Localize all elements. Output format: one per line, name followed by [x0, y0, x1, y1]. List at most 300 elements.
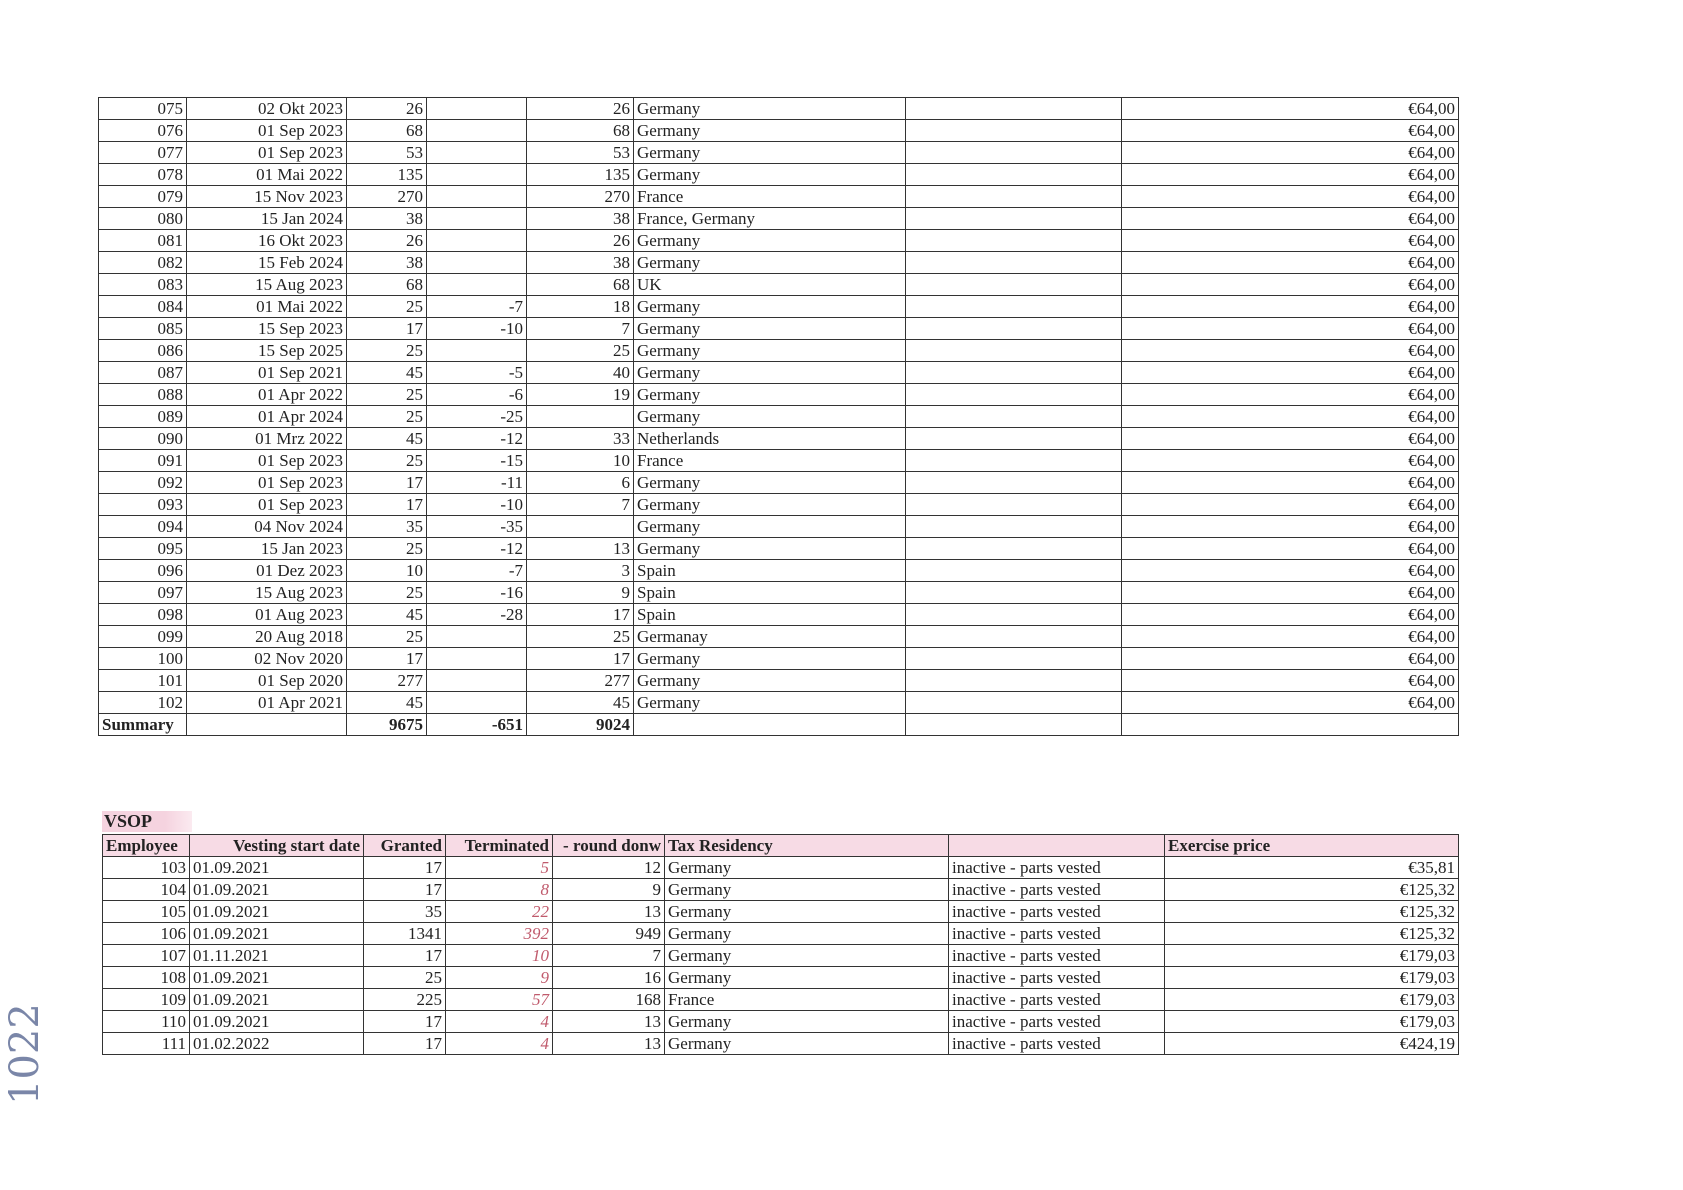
summary-terminated: -651	[427, 714, 527, 736]
empty-cell	[1122, 714, 1459, 736]
tax-residency: Germany	[665, 1033, 949, 1055]
granted-count: 38	[347, 208, 427, 230]
terminated-count: -11	[427, 472, 527, 494]
terminated-count	[427, 252, 527, 274]
grant-date: 02 Okt 2023	[187, 98, 347, 120]
net-count: 16	[553, 967, 665, 989]
exercise-price: €179,03	[1165, 1011, 1459, 1033]
tax-residency: Germany	[634, 340, 906, 362]
table-row	[99, 692, 1459, 714]
terminated-count	[427, 120, 527, 142]
status	[906, 538, 1122, 560]
status	[906, 384, 1122, 406]
status: inactive - parts vested	[949, 879, 1165, 901]
terminated-count: 22	[446, 901, 553, 923]
terminated-count: 57	[446, 989, 553, 1011]
grant-date: 02 Nov 2020	[187, 648, 347, 670]
granted-count: 270	[347, 186, 427, 208]
terminated-count: 4	[446, 1033, 553, 1055]
exercise-price: €64,00	[1122, 208, 1459, 230]
status	[906, 340, 1122, 362]
employee-id: 078	[99, 164, 187, 186]
summary-label: Summary	[99, 714, 187, 736]
table-row	[99, 318, 1459, 340]
net-count: 33	[527, 428, 634, 450]
exercise-price: €64,00	[1122, 230, 1459, 252]
tax-residency: Germany	[634, 472, 906, 494]
granted-count: 25	[347, 626, 427, 648]
grant-date: 01 Sep 2020	[187, 670, 347, 692]
table-row	[103, 967, 1459, 989]
terminated-count	[427, 340, 527, 362]
terminated-count	[427, 626, 527, 648]
vesting-start-date: 01.09.2021	[190, 967, 364, 989]
terminated-count: 392	[446, 923, 553, 945]
terminated-count	[427, 98, 527, 120]
tax-residency: Germany	[665, 923, 949, 945]
status: inactive - parts vested	[949, 857, 1165, 879]
employee-id: 108	[103, 967, 190, 989]
table-row	[99, 296, 1459, 318]
tax-residency: Germany	[634, 142, 906, 164]
table-row	[99, 120, 1459, 142]
tax-residency: Germany	[634, 494, 906, 516]
terminated-count: 9	[446, 967, 553, 989]
table-row	[103, 879, 1459, 901]
granted-count: 17	[347, 648, 427, 670]
header-round-down: - round donw	[553, 835, 665, 857]
tax-residency: Germany	[665, 1011, 949, 1033]
table-row	[103, 945, 1459, 967]
vsop-header-row	[103, 835, 1459, 857]
table-row	[99, 164, 1459, 186]
net-count: 17	[527, 604, 634, 626]
table-row	[99, 208, 1459, 230]
granted-count: 45	[347, 428, 427, 450]
employee-id: 107	[103, 945, 190, 967]
header-exercise-price: Exercise price	[1165, 835, 1459, 857]
table-row	[99, 252, 1459, 274]
header-vesting-start-date: Vesting start date	[190, 835, 364, 857]
granted-count: 25	[347, 296, 427, 318]
exercise-price: €125,32	[1165, 923, 1459, 945]
status	[906, 252, 1122, 274]
net-count: 3	[527, 560, 634, 582]
employee-id: 092	[99, 472, 187, 494]
exercise-price: €64,00	[1122, 98, 1459, 120]
employee-id: 075	[99, 98, 187, 120]
table-row	[103, 989, 1459, 1011]
grant-date: 04 Nov 2024	[187, 516, 347, 538]
exercise-price: €179,03	[1165, 945, 1459, 967]
granted-count: 25	[347, 582, 427, 604]
table-row	[99, 98, 1459, 120]
net-count: 17	[527, 648, 634, 670]
vsop-table-body	[103, 857, 1459, 1055]
granted-count: 17	[347, 472, 427, 494]
summary-granted: 9675	[347, 714, 427, 736]
employee-id: 081	[99, 230, 187, 252]
granted-count: 225	[364, 989, 446, 1011]
table-row	[99, 582, 1459, 604]
employee-id: 076	[99, 120, 187, 142]
granted-count: 25	[347, 450, 427, 472]
exercise-price: €64,00	[1122, 692, 1459, 714]
empty-cell	[187, 714, 347, 736]
table-row	[99, 186, 1459, 208]
table-row	[99, 670, 1459, 692]
exercise-price: €64,00	[1122, 604, 1459, 626]
vesting-start-date: 01.09.2021	[190, 857, 364, 879]
employee-id: 103	[103, 857, 190, 879]
net-count: 18	[527, 296, 634, 318]
grant-date: 01 Sep 2021	[187, 362, 347, 384]
status	[906, 142, 1122, 164]
exercise-price: €64,00	[1122, 428, 1459, 450]
grant-date: 15 Jan 2023	[187, 538, 347, 560]
table-row	[99, 560, 1459, 582]
granted-count: 25	[347, 538, 427, 560]
employee-id: 101	[99, 670, 187, 692]
status	[906, 98, 1122, 120]
employee-id: 088	[99, 384, 187, 406]
net-count: 25	[527, 626, 634, 648]
header-tax-residency: Tax Residency	[665, 835, 949, 857]
grant-date: 15 Sep 2025	[187, 340, 347, 362]
tax-residency: Germany	[634, 362, 906, 384]
exercise-price: €64,00	[1122, 142, 1459, 164]
table-row	[99, 428, 1459, 450]
status: inactive - parts vested	[949, 967, 1165, 989]
status	[906, 186, 1122, 208]
terminated-count	[427, 164, 527, 186]
status	[906, 472, 1122, 494]
terminated-count: -12	[427, 428, 527, 450]
grant-date: 20 Aug 2018	[187, 626, 347, 648]
employee-id: 097	[99, 582, 187, 604]
exercise-price: €64,00	[1122, 318, 1459, 340]
exercise-price: €64,00	[1122, 252, 1459, 274]
granted-count: 38	[347, 252, 427, 274]
vesting-start-date: 01.09.2021	[190, 923, 364, 945]
granted-count: 35	[347, 516, 427, 538]
table-row	[99, 340, 1459, 362]
grant-table-body	[99, 98, 1459, 736]
exercise-price: €64,00	[1122, 560, 1459, 582]
tax-residency: Germany	[634, 538, 906, 560]
net-count: 19	[527, 384, 634, 406]
status	[906, 428, 1122, 450]
tax-residency: Germany	[634, 98, 906, 120]
vsop-table	[102, 834, 1459, 1055]
granted-count: 25	[347, 406, 427, 428]
status	[906, 604, 1122, 626]
status	[906, 648, 1122, 670]
grant-date: 01 Mrz 2022	[187, 428, 347, 450]
terminated-count: -15	[427, 450, 527, 472]
vesting-start-date: 01.09.2021	[190, 879, 364, 901]
terminated-count	[427, 670, 527, 692]
tax-residency: France	[634, 186, 906, 208]
empty-cell	[634, 714, 906, 736]
granted-count: 45	[347, 692, 427, 714]
terminated-count	[427, 142, 527, 164]
net-count	[527, 406, 634, 428]
status	[906, 494, 1122, 516]
status	[906, 296, 1122, 318]
status: inactive - parts vested	[949, 989, 1165, 1011]
tax-residency: Germany	[634, 296, 906, 318]
net-count: 12	[553, 857, 665, 879]
net-count: 68	[527, 120, 634, 142]
exercise-price: €64,00	[1122, 120, 1459, 142]
tax-residency: Germany	[634, 692, 906, 714]
grant-date: 01 Mai 2022	[187, 296, 347, 318]
exercise-price: €64,00	[1122, 670, 1459, 692]
tax-residency: Germanay	[634, 626, 906, 648]
table-row	[103, 1011, 1459, 1033]
grant-date: 01 Apr 2021	[187, 692, 347, 714]
net-count: 7	[527, 318, 634, 340]
employee-id: 095	[99, 538, 187, 560]
terminated-count: -7	[427, 296, 527, 318]
exercise-price: €64,00	[1122, 494, 1459, 516]
tax-residency: Germany	[634, 120, 906, 142]
exercise-price: €179,03	[1165, 967, 1459, 989]
tax-residency: France	[665, 989, 949, 1011]
exercise-price: €64,00	[1122, 186, 1459, 208]
grant-date: 15 Aug 2023	[187, 582, 347, 604]
employee-id: 098	[99, 604, 187, 626]
status	[906, 362, 1122, 384]
exercise-price: €64,00	[1122, 516, 1459, 538]
tax-residency: Germany	[634, 384, 906, 406]
net-count: 13	[553, 1033, 665, 1055]
net-count: 135	[527, 164, 634, 186]
employee-id: 099	[99, 626, 187, 648]
employee-id: 094	[99, 516, 187, 538]
exercise-price: €64,00	[1122, 340, 1459, 362]
status	[906, 406, 1122, 428]
grant-date: 01 Apr 2024	[187, 406, 347, 428]
granted-count: 17	[347, 494, 427, 516]
net-count: 13	[553, 1011, 665, 1033]
net-count	[527, 516, 634, 538]
tax-residency: Netherlands	[634, 428, 906, 450]
net-count: 270	[527, 186, 634, 208]
granted-count: 17	[364, 857, 446, 879]
exercise-price: €64,00	[1122, 384, 1459, 406]
granted-count: 1341	[364, 923, 446, 945]
employee-id: 087	[99, 362, 187, 384]
granted-count: 25	[347, 384, 427, 406]
net-count: 7	[527, 494, 634, 516]
status	[906, 208, 1122, 230]
granted-count: 17	[347, 318, 427, 340]
net-count: 40	[527, 362, 634, 384]
grant-date: 15 Aug 2023	[187, 274, 347, 296]
vsop-section-title: VSOP	[102, 811, 192, 832]
terminated-count	[427, 208, 527, 230]
granted-count: 10	[347, 560, 427, 582]
granted-count: 26	[347, 230, 427, 252]
employee-id: 083	[99, 274, 187, 296]
empty-cell	[906, 714, 1122, 736]
grant-date: 15 Sep 2023	[187, 318, 347, 340]
exercise-price: €64,00	[1122, 648, 1459, 670]
granted-count: 17	[364, 945, 446, 967]
grant-date: 01 Apr 2022	[187, 384, 347, 406]
table-row	[99, 406, 1459, 428]
exercise-price: €64,00	[1122, 406, 1459, 428]
granted-count: 35	[364, 901, 446, 923]
net-count: 26	[527, 230, 634, 252]
exercise-price: €64,00	[1122, 538, 1459, 560]
table-row	[99, 274, 1459, 296]
granted-count: 277	[347, 670, 427, 692]
employee-id: 090	[99, 428, 187, 450]
tax-residency: Germany	[634, 318, 906, 340]
status	[906, 626, 1122, 648]
grant-date: 15 Feb 2024	[187, 252, 347, 274]
tax-residency: Spain	[634, 604, 906, 626]
tax-residency: France, Germany	[634, 208, 906, 230]
terminated-count	[427, 692, 527, 714]
tax-residency: Germany	[634, 406, 906, 428]
header-granted: Granted	[364, 835, 446, 857]
tax-residency: Germany	[634, 164, 906, 186]
table-row	[103, 1033, 1459, 1055]
handwritten-page-number: 1022	[2, 1003, 48, 1105]
table-row	[103, 923, 1459, 945]
terminated-count: 8	[446, 879, 553, 901]
grant-date: 01 Sep 2023	[187, 494, 347, 516]
granted-count: 17	[364, 1011, 446, 1033]
terminated-count: -10	[427, 494, 527, 516]
granted-count: 53	[347, 142, 427, 164]
terminated-count	[427, 230, 527, 252]
employee-id: 100	[99, 648, 187, 670]
terminated-count	[427, 648, 527, 670]
table-row	[99, 230, 1459, 252]
granted-count: 135	[347, 164, 427, 186]
terminated-count: 10	[446, 945, 553, 967]
tax-residency: Germany	[665, 945, 949, 967]
granted-count: 68	[347, 274, 427, 296]
net-count: 13	[553, 901, 665, 923]
terminated-count: -12	[427, 538, 527, 560]
employee-id: 089	[99, 406, 187, 428]
net-count: 68	[527, 274, 634, 296]
table-row	[99, 626, 1459, 648]
tax-residency: Germany	[634, 670, 906, 692]
exercise-price: €64,00	[1122, 274, 1459, 296]
net-count: 9	[527, 582, 634, 604]
net-count: 10	[527, 450, 634, 472]
terminated-count: -25	[427, 406, 527, 428]
exercise-price: €64,00	[1122, 450, 1459, 472]
exercise-price: €64,00	[1122, 472, 1459, 494]
terminated-count: -35	[427, 516, 527, 538]
employee-id: 102	[99, 692, 187, 714]
employee-id: 091	[99, 450, 187, 472]
header-employee: Employee	[103, 835, 190, 857]
net-count: 13	[527, 538, 634, 560]
grant-date: 01 Sep 2023	[187, 120, 347, 142]
employee-id: 104	[103, 879, 190, 901]
granted-count: 25	[347, 340, 427, 362]
employee-id: 109	[103, 989, 190, 1011]
tax-residency: Germany	[634, 252, 906, 274]
employee-id: 110	[103, 1011, 190, 1033]
employee-id: 096	[99, 560, 187, 582]
tax-residency: Germany	[665, 879, 949, 901]
net-count: 277	[527, 670, 634, 692]
employee-id: 084	[99, 296, 187, 318]
exercise-price: €35,81	[1165, 857, 1459, 879]
terminated-count: 4	[446, 1011, 553, 1033]
tax-residency: Germany	[634, 230, 906, 252]
grant-date: 15 Jan 2024	[187, 208, 347, 230]
exercise-price: €64,00	[1122, 582, 1459, 604]
grant-date: 15 Nov 2023	[187, 186, 347, 208]
status	[906, 670, 1122, 692]
granted-count: 17	[364, 879, 446, 901]
net-count: 38	[527, 252, 634, 274]
table-row	[99, 472, 1459, 494]
terminated-count: -28	[427, 604, 527, 626]
net-count: 45	[527, 692, 634, 714]
status: inactive - parts vested	[949, 1011, 1165, 1033]
net-count: 38	[527, 208, 634, 230]
exercise-price: €179,03	[1165, 989, 1459, 1011]
grant-date: 01 Sep 2023	[187, 142, 347, 164]
employee-id: 105	[103, 901, 190, 923]
exercise-price: €64,00	[1122, 626, 1459, 648]
tax-residency: Germany	[665, 901, 949, 923]
employee-id: 077	[99, 142, 187, 164]
terminated-count: 5	[446, 857, 553, 879]
granted-count: 45	[347, 604, 427, 626]
net-count: 949	[553, 923, 665, 945]
table-row	[99, 362, 1459, 384]
vesting-start-date: 01.02.2022	[190, 1033, 364, 1055]
employee-id: 106	[103, 923, 190, 945]
table-row	[99, 494, 1459, 516]
status: inactive - parts vested	[949, 923, 1165, 945]
vesting-start-date: 01.11.2021	[190, 945, 364, 967]
vesting-start-date: 01.09.2021	[190, 1011, 364, 1033]
employee-id: 080	[99, 208, 187, 230]
status	[906, 692, 1122, 714]
grant-date: 01 Mai 2022	[187, 164, 347, 186]
status	[906, 318, 1122, 340]
exercise-price: €64,00	[1122, 164, 1459, 186]
net-count: 53	[527, 142, 634, 164]
grant-date: 01 Sep 2023	[187, 472, 347, 494]
exercise-price: €64,00	[1122, 296, 1459, 318]
net-count: 25	[527, 340, 634, 362]
granted-count: 17	[364, 1033, 446, 1055]
grant-table	[98, 97, 1459, 736]
tax-residency: Spain	[634, 560, 906, 582]
table-row	[99, 538, 1459, 560]
table-row	[103, 857, 1459, 879]
terminated-count: -5	[427, 362, 527, 384]
status	[906, 450, 1122, 472]
terminated-count: -16	[427, 582, 527, 604]
summary-net: 9024	[527, 714, 634, 736]
